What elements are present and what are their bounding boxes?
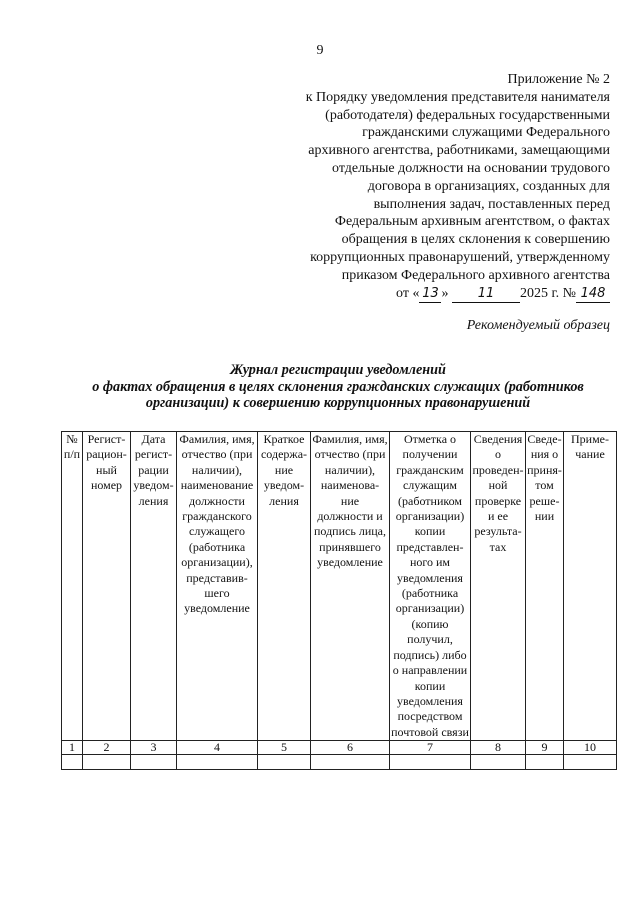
appendix-line: приказом Федерального архивного агентства: [341, 267, 610, 283]
table-cell: [311, 755, 390, 770]
journal-title-line: Журнал регистрации уведомлений: [230, 362, 446, 378]
page-number: 9: [316, 43, 324, 58]
table-cell: [526, 755, 564, 770]
date-prefix: от «: [396, 285, 420, 301]
table-cell: 6: [311, 741, 390, 755]
column-header-number: № п/п: [62, 432, 83, 741]
column-header-registration-date: Дата регист-рации уведом-ления: [131, 432, 177, 741]
table-header-row: [62, 432, 617, 741]
journal-title: [60, 362, 616, 412]
column-header-registration-number: Регист-рацион-ный номер: [83, 432, 131, 741]
column-header-check-results: Сведения о проведен-ной проверке и ее результа-тах: [471, 432, 526, 741]
appendix-line: коррупционных правонарушений, утвержденному: [310, 249, 610, 265]
appendix-line: обращения в целях склонения к совершению: [341, 232, 610, 248]
table-cell: [177, 755, 258, 770]
recommended-sample-label: Рекомендуемый образец: [466, 318, 610, 333]
table-empty-row: [62, 755, 617, 770]
appendix-line: Федеральным архивным агентством, о фактах: [334, 214, 610, 230]
column-header-decision: Сведе-ния о приня-том реше-нии: [526, 432, 564, 741]
appendix-line: архивного агентства, работниками, замещающими: [308, 143, 610, 159]
table-cell: 2: [83, 741, 131, 755]
handwritten-day: 13: [419, 285, 441, 304]
appendix-block: [240, 71, 610, 303]
appendix-line: к Порядку уведомления представителя нанимателя: [305, 89, 610, 105]
table-cell: [83, 755, 131, 770]
table-cell: [62, 755, 83, 770]
appendix-line: выполнения задач, поставленных перед: [373, 196, 610, 212]
handwritten-month: 11: [452, 285, 520, 304]
appendix-line: (работодателя) федеральных государственными: [325, 107, 610, 123]
table-cell: 3: [131, 741, 177, 755]
year-text: 2025 г. №: [519, 285, 576, 301]
table-cell: 9: [526, 741, 564, 755]
column-header-receiver: Фамилия, имя, отчество (при наличии), наименова-ние должности и подпись лица, принявшего уведомление: [311, 432, 390, 741]
journal-table: [61, 431, 617, 770]
table-cell: [390, 755, 471, 770]
table-cell: [564, 755, 617, 770]
appendix-title: Приложение № 2: [507, 72, 610, 87]
column-header-note: Приме-чание: [564, 432, 617, 741]
journal-title-line: организации) к совершению коррупционных правонарушений: [145, 395, 531, 411]
table-cell: 5: [258, 741, 311, 755]
table-cell: [471, 755, 526, 770]
column-header-submitter: Фамилия, имя, отчество (при наличии), наименование должности гражданского служащего (работника организации), представив-шего уведомление: [177, 432, 258, 741]
appendix-line: гражданскими служащими Федерального: [362, 125, 610, 141]
table-cell: 1: [62, 741, 83, 755]
table-cell: [258, 755, 311, 770]
appendix-line: отдельные должности на основании трудового: [332, 160, 610, 176]
table-number-row: [62, 741, 617, 755]
table-cell: [131, 755, 177, 770]
table-cell: 8: [471, 741, 526, 755]
order-date-line: [240, 285, 610, 304]
journal-title-line: о фактах обращения в целях склонения гражданских служащих (работников: [92, 378, 584, 395]
table-cell: 10: [564, 741, 617, 755]
appendix-line: договора в организациях, созданных для: [367, 178, 610, 194]
column-header-summary: Краткое содержа-ние уведом-ления: [258, 432, 311, 741]
column-header-copy-mark: Отметка о получении гражданским служащим (работником организации) копии представлен-ного им уведомления (работника организации) (копию получил, подпись) либо о направлении копии уведомления посредством почтовой связи: [391, 432, 469, 739]
table-cell: 4: [177, 741, 258, 755]
table-cell: 7: [390, 741, 471, 755]
date-quote-close: »: [441, 285, 449, 301]
handwritten-order-number: 148: [576, 285, 610, 304]
